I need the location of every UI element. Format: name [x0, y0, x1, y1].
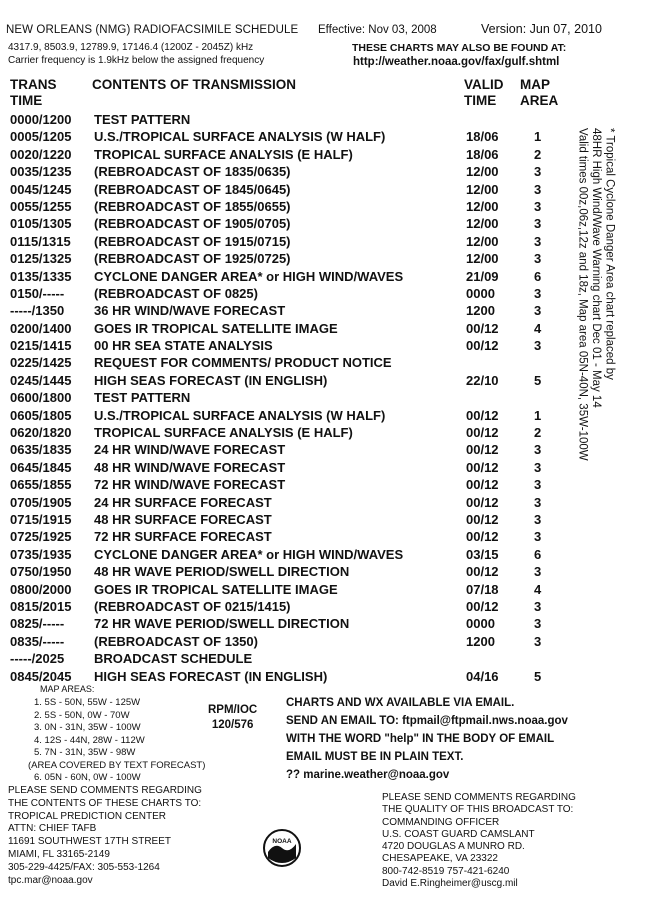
- table-row: [8, 495, 568, 512]
- trans-time: 0605/1805: [10, 407, 72, 423]
- contact-line: PLEASE SEND COMMENTS REGARDING: [382, 792, 576, 803]
- transmission-content: GOES IR TROPICAL SATELLITE IMAGE: [94, 320, 338, 336]
- transmission-content: (REBROADCAST OF 1925/0725): [94, 251, 291, 267]
- contact-right: [382, 792, 576, 890]
- col-valid-time-header: TIME: [464, 93, 497, 108]
- table-row: [8, 651, 568, 668]
- map-area: 3: [534, 251, 542, 267]
- table-row: [8, 112, 568, 129]
- transmission-content: TEST PATTERN: [94, 390, 191, 406]
- trans-time: 0800/2000: [10, 581, 72, 597]
- map-area: 3: [534, 511, 542, 527]
- trans-time: 0005/1205: [10, 129, 72, 145]
- trans-time: 0620/1820: [10, 425, 72, 441]
- trans-time: 0000/1200: [10, 112, 72, 127]
- map-area: 3: [534, 181, 542, 197]
- valid-time: 00/12: [466, 459, 499, 475]
- table-row: [8, 286, 568, 303]
- table-row: [8, 512, 568, 529]
- map-area: 3: [534, 598, 542, 614]
- map-area: 3: [534, 529, 542, 545]
- trans-time: 0835/-----: [10, 633, 65, 649]
- map-area: 4: [534, 581, 542, 597]
- table-row: [8, 442, 568, 459]
- table-row: [8, 251, 568, 268]
- map-area: 2: [534, 146, 542, 162]
- contact-line: MIAMI, FL 33165-2149: [8, 848, 110, 860]
- valid-time: 00/12: [466, 494, 499, 510]
- trans-time: 0815/2015: [10, 598, 72, 614]
- email-line: CHARTS AND WX AVAILABLE VIA EMAIL.: [286, 697, 515, 709]
- trans-time: 0045/1245: [10, 181, 72, 197]
- transmission-content: (REBROADCAST OF 1905/0705): [94, 216, 291, 232]
- valid-time: 00/12: [466, 338, 499, 354]
- trans-time: 0825/-----: [10, 616, 65, 632]
- map-area: 5: [534, 372, 542, 388]
- contact-line: TROPICAL PREDICTION CENTER: [8, 810, 166, 822]
- map-area: 3: [534, 303, 542, 319]
- transmission-content: HIGH SEAS FORECAST (IN ENGLISH): [94, 668, 328, 684]
- table-row: [8, 182, 568, 199]
- trans-time: 0055/1255: [10, 198, 72, 214]
- map-area: 3: [534, 198, 542, 214]
- transmission-content: 24 HR SURFACE FORECAST: [94, 494, 272, 510]
- map-area-item: 4. 12S - 44N, 28W - 112W: [34, 734, 145, 746]
- valid-time: 1200: [466, 633, 495, 649]
- transmission-content: (REBROADCAST OF 0825): [94, 285, 258, 301]
- valid-time: 07/18: [466, 581, 499, 597]
- trans-time: 0225/1425: [10, 355, 72, 371]
- transmission-content: TROPICAL SURFACE ANALYSIS (E HALF): [94, 425, 353, 441]
- map-area: 3: [534, 494, 542, 510]
- contact-line: THE CONTENTS OF THESE CHARTS TO:: [8, 797, 202, 809]
- map-areas-list: [22, 697, 205, 785]
- email-line[interactable]: ?? marine.weather@noaa.gov: [286, 769, 450, 781]
- valid-time: 12/00: [466, 181, 499, 197]
- table-row: [8, 269, 568, 286]
- contact-line: CHESAPEAKE, VA 23322: [382, 853, 498, 865]
- col-map-header: MAP: [520, 77, 550, 92]
- transmission-content: 72 HR SURFACE FORECAST: [94, 529, 272, 545]
- transmission-content: 36 HR WIND/WAVE FORECAST: [94, 303, 286, 319]
- table-row: [8, 338, 568, 355]
- transmission-content: (REBROADCAST OF 0215/1415): [94, 598, 291, 614]
- valid-time: 00/12: [466, 320, 499, 336]
- trans-time: -----/1350: [10, 303, 65, 319]
- table-row: [8, 390, 568, 407]
- valid-time: 00/12: [466, 529, 499, 545]
- trans-time: 0035/1235: [10, 164, 72, 180]
- trans-time: 0150/-----: [10, 285, 65, 301]
- trans-time: 0715/1915: [10, 511, 72, 527]
- rpm-ioc-label: RPM/IOC: [208, 704, 258, 716]
- map-area-item: 1. 5S - 50N, 55W - 125W: [34, 697, 141, 708]
- table-row: [8, 147, 568, 164]
- transmission-content: REQUEST FOR COMMENTS/ PRODUCT NOTICE: [94, 355, 392, 371]
- table-row: [8, 373, 568, 390]
- table-row: [8, 564, 568, 581]
- map-area: 2: [534, 425, 542, 441]
- schedule-title: NEW ORLEANS (NMG) RADIOFACSIMILE SCHEDULE: [6, 24, 299, 36]
- frequencies: 4317.9, 8503.9, 12789.9, 17146.4 (1200Z - 2045Z) kHz: [8, 42, 254, 53]
- table-row: [8, 477, 568, 494]
- transmission-content: 48 HR WAVE PERIOD/SWELL DIRECTION: [94, 564, 350, 580]
- table-row: [8, 321, 568, 338]
- trans-time: 0215/1415: [10, 338, 72, 354]
- table-row: [8, 234, 568, 251]
- contact-line: 11691 SOUTHWEST 17TH STREET: [8, 836, 172, 848]
- contact-line: 800-742-8519 757-421-6240: [382, 865, 510, 877]
- valid-time: 18/06: [466, 146, 499, 162]
- transmission-content: (REBROADCAST OF 1845/0645): [94, 181, 291, 197]
- trans-time: 0135/1335: [10, 268, 72, 284]
- map-area: 1: [534, 129, 542, 145]
- transmission-content: TEST PATTERN: [94, 112, 191, 127]
- map-area: 3: [534, 459, 542, 475]
- valid-time: 00/12: [466, 477, 499, 493]
- trans-time: 0020/1220: [10, 146, 72, 162]
- transmission-content: 00 HR SEA STATE ANALYSIS: [94, 338, 273, 354]
- email-line[interactable]: SEND AN EMAIL TO: ftpmail@ftpmail.nws.noaa.gov: [286, 715, 568, 727]
- table-row: [8, 199, 568, 216]
- map-area: 1: [534, 407, 542, 423]
- table-row: [8, 582, 568, 599]
- trans-time: 0245/1445: [10, 372, 72, 388]
- version-date: Version: Jun 07, 2010: [481, 22, 602, 36]
- map-area: 3: [534, 477, 542, 493]
- table-row: [8, 216, 568, 233]
- table-row: [8, 599, 568, 616]
- map-area-note: (AREA COVERED BY TEXT FORECAST): [28, 759, 206, 771]
- charts-url[interactable]: http://weather.noaa.gov/fax/gulf.shtml: [353, 56, 560, 68]
- contact-line: PLEASE SEND COMMENTS REGARDING: [8, 785, 202, 796]
- side-note-line: * Tropical Cyclone Danger Area chart replaced by: [603, 128, 616, 380]
- col-contents-header: CONTENTS OF TRANSMISSION: [92, 77, 297, 92]
- email-line: WITH THE WORD "help" IN THE BODY OF EMAIL: [286, 733, 555, 745]
- valid-time: 22/10: [466, 372, 499, 388]
- valid-time: 18/06: [466, 129, 499, 145]
- transmission-content: TROPICAL SURFACE ANALYSIS (E HALF): [94, 146, 353, 162]
- transmission-content: U.S./TROPICAL SURFACE ANALYSIS (W HALF): [94, 129, 386, 145]
- valid-time: 1200: [466, 303, 495, 319]
- trans-time: -----/2025: [10, 651, 65, 667]
- valid-time: 0000: [466, 285, 495, 301]
- trans-time: 0750/1950: [10, 564, 72, 580]
- map-area: 6: [534, 546, 542, 562]
- valid-time: 00/12: [466, 442, 499, 458]
- table-row: [8, 425, 568, 442]
- transmission-content: (REBROADCAST OF 1835/0635): [94, 164, 291, 180]
- valid-time: 00/12: [466, 598, 499, 614]
- trans-time: 0645/1845: [10, 459, 72, 475]
- valid-time: 03/15: [466, 546, 499, 562]
- contact-line: 4720 DOUGLAS A MUNRO RD.: [382, 841, 525, 853]
- trans-time: 0725/1925: [10, 529, 72, 545]
- transmission-content: 72 HR WIND/WAVE FORECAST: [94, 477, 286, 493]
- map-area: 3: [534, 442, 542, 458]
- table-row: [8, 616, 568, 633]
- map-area: 3: [534, 616, 542, 632]
- trans-time: 0735/1935: [10, 546, 72, 562]
- map-areas-title: MAP AREAS:: [40, 684, 95, 694]
- col-valid-header: VALID: [464, 77, 504, 92]
- transmission-content: BROADCAST SCHEDULE: [94, 651, 253, 667]
- valid-time: 12/00: [466, 251, 499, 267]
- map-area: 3: [534, 338, 542, 354]
- trans-time: 0600/1800: [10, 390, 72, 406]
- rpm-ioc-value: 120/576: [211, 719, 254, 731]
- contact-line: U.S. COAST GUARD CAMSLANT: [382, 828, 535, 840]
- transmission-content: 72 HR WAVE PERIOD/SWELL DIRECTION: [94, 616, 350, 632]
- cyclone-side-note: [575, 128, 616, 461]
- transmission-content: 48 HR SURFACE FORECAST: [94, 511, 272, 527]
- valid-time: 00/12: [466, 425, 499, 441]
- table-row: [8, 408, 568, 425]
- email-instructions: [286, 697, 568, 787]
- table-row: [8, 164, 568, 181]
- transmission-content: HIGH SEAS FORECAST (IN ENGLISH): [94, 372, 328, 388]
- schedule-table: [8, 112, 568, 686]
- transmission-content: U.S./TROPICAL SURFACE ANALYSIS (W HALF): [94, 407, 386, 423]
- valid-time: 12/00: [466, 164, 499, 180]
- contact-email[interactable]: David E.Ringheimer@uscg.mil: [382, 878, 518, 890]
- map-area: 3: [534, 164, 542, 180]
- map-area: 3: [534, 633, 542, 649]
- valid-time: 21/09: [466, 268, 499, 284]
- valid-time: 04/16: [466, 668, 499, 684]
- trans-time: 0125/1325: [10, 251, 72, 267]
- transmission-content: (REBROADCAST OF 1855/0655): [94, 198, 291, 214]
- table-row: [8, 355, 568, 372]
- trans-time: 0655/1855: [10, 477, 72, 493]
- transmission-content: 24 HR WIND/WAVE FORECAST: [94, 442, 286, 458]
- valid-time: 00/12: [466, 407, 499, 423]
- map-area: 3: [534, 285, 542, 301]
- contact-left: [8, 785, 202, 887]
- map-area: 3: [534, 564, 542, 580]
- table-row: [8, 303, 568, 320]
- contact-line: THE QUALITY OF THIS BROADCAST TO:: [382, 804, 574, 816]
- map-area: 3: [534, 233, 542, 249]
- transmission-content: GOES IR TROPICAL SATELLITE IMAGE: [94, 581, 338, 597]
- transmission-content: CYCLONE DANGER AREA* or HIGH WIND/WAVES: [94, 268, 404, 284]
- table-row: [8, 529, 568, 546]
- valid-time: 0000: [466, 616, 495, 632]
- col-time-header: TIME: [10, 93, 43, 108]
- table-row: [8, 460, 568, 477]
- map-area-item: 6. 05N - 60N, 0W - 100W: [34, 772, 141, 783]
- map-area: 3: [534, 216, 542, 232]
- valid-time: 12/00: [466, 216, 499, 232]
- contact-line: ATTN: CHIEF TAFB: [8, 823, 97, 835]
- side-note-line: Valid times 00z,06z,12z and 18z, Map area 05N-40N, 35W-100W: [576, 128, 589, 461]
- map-area: 5: [534, 668, 542, 684]
- valid-time: 00/12: [466, 564, 499, 580]
- transmission-content: (REBROADCAST OF 1350): [94, 633, 258, 649]
- valid-time: 12/00: [466, 233, 499, 249]
- trans-time: 0635/1835: [10, 442, 72, 458]
- table-row: [8, 547, 568, 564]
- table-row: [8, 129, 568, 146]
- trans-time: 0105/1305: [10, 216, 72, 232]
- col-area-header: AREA: [520, 93, 559, 108]
- email-line: EMAIL MUST BE IN PLAIN TEXT.: [286, 751, 464, 763]
- transmission-content: (REBROADCAST OF 1915/0715): [94, 233, 291, 249]
- contact-email[interactable]: tpc.mar@noaa.gov: [8, 874, 93, 886]
- noaa-logo-text: NOAA: [272, 838, 292, 845]
- valid-time: 12/00: [466, 198, 499, 214]
- contact-line: 305-229-4425/FAX: 305-553-1264: [8, 861, 160, 873]
- side-note-line: 48HR High Wind/Wave Warning chart Dec 01 - May 14: [590, 128, 602, 408]
- rpm-ioc: [208, 703, 257, 733]
- map-area: 6: [534, 268, 542, 284]
- trans-time: 0115/1315: [10, 233, 71, 249]
- carrier-note: Carrier frequency is 1.9kHz below the assigned frequency: [8, 55, 265, 66]
- effective-date: Effective: Nov 03, 2008: [318, 24, 437, 36]
- col-trans-header: TRANS: [10, 77, 57, 92]
- trans-time: 0200/1400: [10, 320, 72, 336]
- map-area-item: 2. 5S - 50N, 0W - 70W: [34, 709, 130, 721]
- map-area: 4: [534, 320, 542, 336]
- table-row: [8, 634, 568, 651]
- map-area-item: 5. 7N - 31N, 35W - 98W: [34, 747, 136, 758]
- noaa-logo-icon: [262, 828, 302, 868]
- valid-time: 00/12: [466, 511, 499, 527]
- contact-line: COMMANDING OFFICER: [382, 816, 500, 828]
- trans-time: 0705/1905: [10, 494, 72, 510]
- transmission-content: CYCLONE DANGER AREA* or HIGH WIND/WAVES: [94, 546, 404, 562]
- also-found-label: THESE CHARTS MAY ALSO BE FOUND AT:: [352, 42, 567, 54]
- transmission-content: 48 HR WIND/WAVE FORECAST: [94, 459, 286, 475]
- trans-time: 0845/2045: [10, 668, 72, 684]
- map-area-item: 3. 0N - 31N, 35W - 100W: [34, 722, 141, 733]
